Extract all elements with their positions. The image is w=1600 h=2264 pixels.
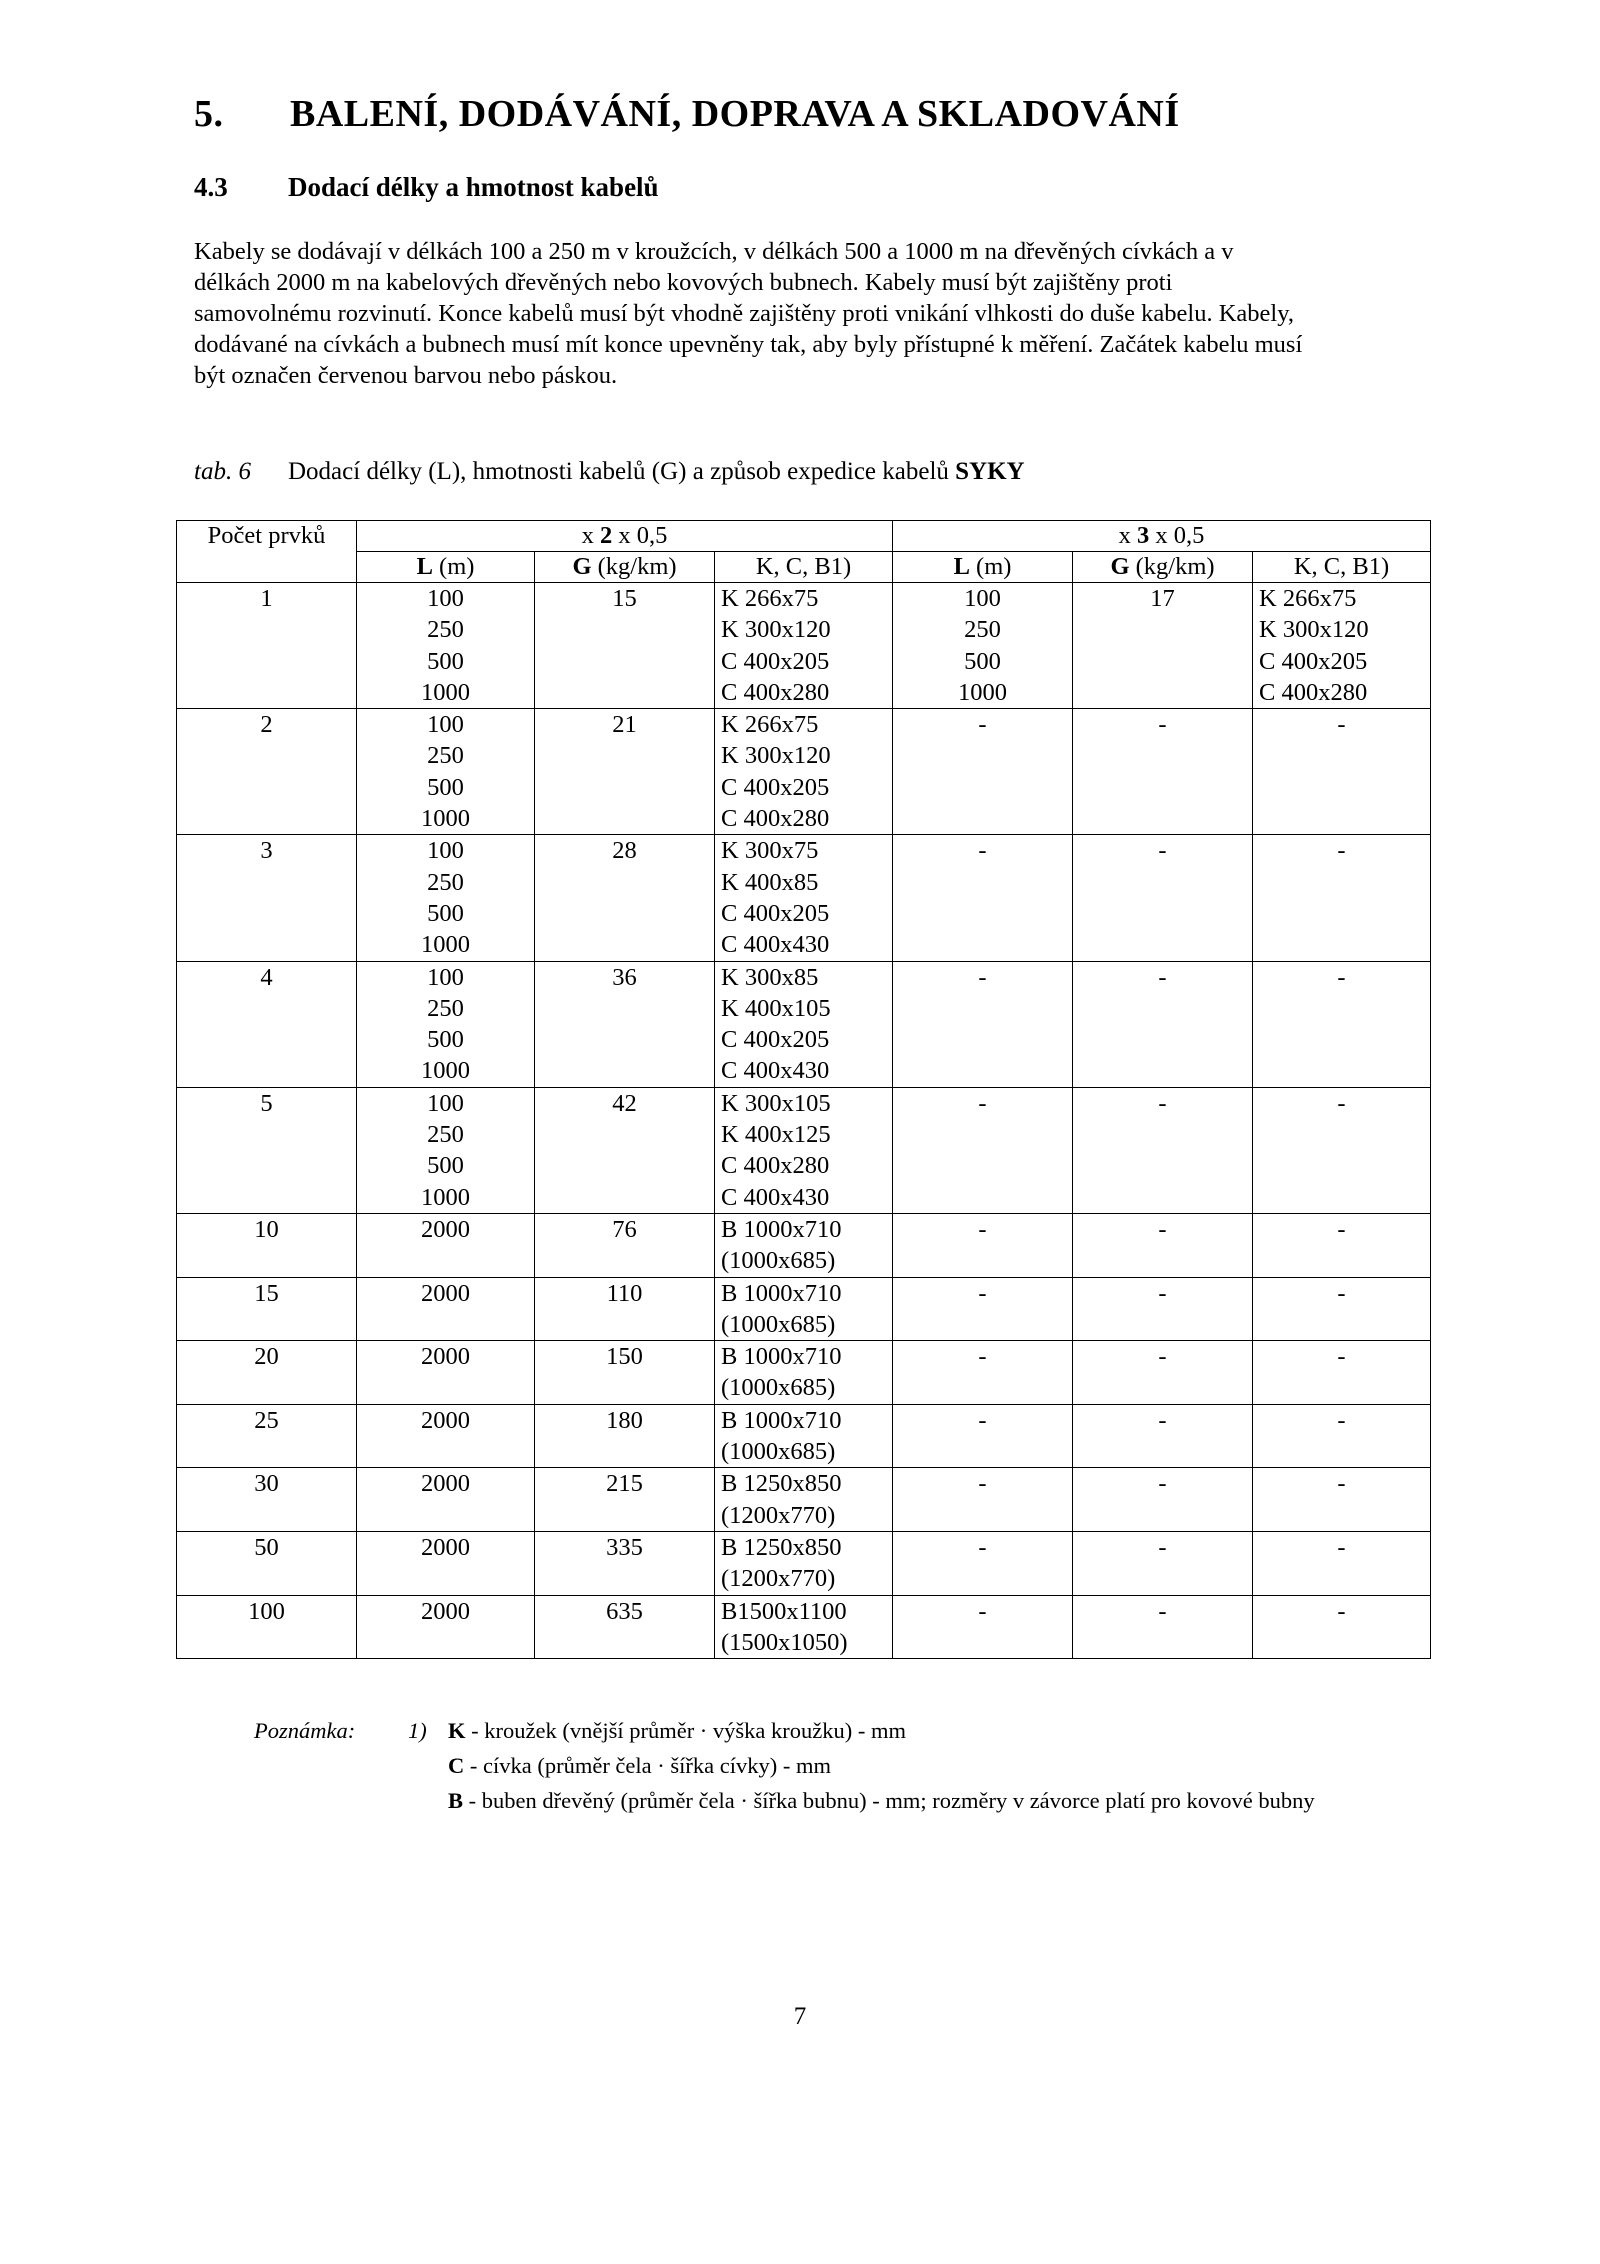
cell-length-line: 500 — [427, 1152, 464, 1180]
cell-length-line: 1000 — [421, 805, 470, 833]
cell-packaging-line: C 400x280 — [721, 805, 830, 833]
cell-length — [357, 1595, 535, 1659]
cell-packaging-line: K 300x85 — [721, 963, 819, 991]
cell-weight: 15 — [535, 583, 715, 709]
cell-packaging-3 — [1253, 1468, 1431, 1532]
cell-packaging-3 — [1253, 1531, 1431, 1595]
cell-length-3 — [893, 709, 1073, 835]
cell-length-3-line: 250 — [964, 616, 1001, 644]
cell-packaging-3-line: - — [1337, 1597, 1346, 1625]
cell-weight: 28 — [535, 835, 715, 961]
paragraph-line: délkách 2000 m na kabelových dřevěných nebo kovových bubnech. Kabely musí být zajištěny proti — [194, 269, 1173, 296]
cell-weight: 21 — [535, 709, 715, 835]
cell-packaging-line: C 400x205 — [721, 899, 830, 927]
cell-length-line: 250 — [427, 1121, 464, 1149]
cell-packaging-3-line: - — [1337, 711, 1346, 739]
cell-packaging-line: K 400x105 — [721, 994, 831, 1022]
cell-length-line: 2000 — [421, 1470, 470, 1498]
table-row — [177, 835, 1431, 961]
cell-length-3-line: - — [978, 711, 987, 739]
cell-weight-3: - — [1073, 1213, 1253, 1277]
cell-length-3-line: 1000 — [958, 678, 1007, 706]
table-row — [177, 709, 1431, 835]
cell-packaging-line: (1200x770) — [721, 1565, 836, 1593]
cell-packaging — [715, 709, 893, 835]
header-count: Počet prvků — [177, 521, 357, 583]
cell-packaging-line: (1000x685) — [721, 1374, 836, 1402]
cell-packaging-3 — [1253, 709, 1431, 835]
note-line-k: K - kroužek (vnější průměr · výška kroužku) - mm — [448, 1718, 907, 1743]
cell-count: 30 — [177, 1468, 357, 1532]
cell-length-3 — [893, 1341, 1073, 1405]
cell-packaging-line: C 400x430 — [721, 931, 830, 959]
cell-packaging-3 — [1253, 583, 1431, 709]
cell-packaging-3 — [1253, 961, 1431, 1087]
cell-length-line: 100 — [427, 1089, 464, 1117]
cell-length-line: 2000 — [421, 1279, 470, 1307]
table-row — [177, 1468, 1431, 1532]
cell-length-line: 500 — [427, 1026, 464, 1054]
cell-packaging-3 — [1253, 1087, 1431, 1213]
cell-packaging-line: (1500x1050) — [721, 1628, 848, 1656]
cell-packaging-line: B 1000x710 — [721, 1343, 842, 1371]
note-lines — [448, 1713, 1315, 1818]
cell-packaging-line: K 266x75 — [721, 585, 819, 612]
cell-length-3-line: - — [978, 1533, 987, 1561]
note-footnote: 1) — [408, 1718, 427, 1743]
cell-packaging — [715, 1213, 893, 1277]
cell-length-3-line: 100 — [964, 585, 1001, 612]
cell-count: 25 — [177, 1404, 357, 1468]
header-group-3: x 3 x 0,5 — [893, 521, 1431, 552]
cell-count: 50 — [177, 1531, 357, 1595]
cell-count: 15 — [177, 1277, 357, 1341]
cell-weight-3: - — [1073, 835, 1253, 961]
header-row-2 — [177, 552, 1431, 583]
cell-length-3 — [893, 1531, 1073, 1595]
cell-count: 100 — [177, 1595, 357, 1659]
cell-length-3 — [893, 1213, 1073, 1277]
cell-packaging-3 — [1253, 1595, 1431, 1659]
cell-count: 10 — [177, 1213, 357, 1277]
cell-packaging-line: B 1000x710 — [721, 1279, 842, 1307]
cell-packaging — [715, 1087, 893, 1213]
cell-length-line: 100 — [427, 585, 464, 612]
subsection-title: Dodací délky a hmotnost kabelů — [288, 172, 659, 202]
cell-length-3-line: - — [978, 1406, 987, 1434]
cell-length-3 — [893, 1595, 1073, 1659]
cell-length-3-line: - — [978, 1279, 987, 1307]
cell-length — [357, 1341, 535, 1405]
cell-length-line: 100 — [427, 963, 464, 991]
cell-length — [357, 961, 535, 1087]
cell-packaging-line: C 400x430 — [721, 1183, 830, 1211]
body-paragraph — [194, 236, 1434, 391]
cell-length-3 — [893, 835, 1073, 961]
cell-length — [357, 583, 535, 709]
cell-packaging-line: K 400x85 — [721, 868, 819, 896]
cell-length — [357, 835, 535, 961]
table-row — [177, 961, 1431, 1087]
cell-length-3 — [893, 1277, 1073, 1341]
cell-length-line: 250 — [427, 616, 464, 644]
cell-packaging — [715, 1277, 893, 1341]
cell-packaging-3-line: - — [1337, 1406, 1346, 1434]
caption-text: Dodací délky (L), hmotnosti kabelů (G) a způsob expedice kabelů — [288, 458, 956, 485]
cell-length-line: 1000 — [421, 1057, 470, 1085]
subheader-l-3: L (m) — [893, 552, 1073, 583]
cell-count: 3 — [177, 835, 357, 961]
cell-packaging — [715, 583, 893, 709]
cell-packaging — [715, 1531, 893, 1595]
cell-packaging-3 — [1253, 1213, 1431, 1277]
cell-length-line: 2000 — [421, 1343, 470, 1371]
cell-packaging-line: C 400x280 — [721, 1152, 830, 1180]
cell-packaging-line: C 400x205 — [721, 647, 830, 675]
cell-length-3 — [893, 583, 1073, 709]
cell-packaging-line: (1000x685) — [721, 1310, 836, 1338]
cell-weight: 335 — [535, 1531, 715, 1595]
cell-count: 4 — [177, 961, 357, 1087]
cell-length-line: 2000 — [421, 1406, 470, 1434]
cell-packaging-line: B 1000x710 — [721, 1215, 842, 1243]
cell-packaging-line: K 300x120 — [721, 616, 831, 644]
cell-weight: 42 — [535, 1087, 715, 1213]
cell-packaging-line: C 400x280 — [721, 678, 830, 706]
header-row-1 — [177, 521, 1431, 552]
cell-packaging-3-line: - — [1337, 1533, 1346, 1561]
cell-packaging-3-line: C 400x205 — [1259, 647, 1368, 675]
cell-weight-3: - — [1073, 1531, 1253, 1595]
cell-length-3-line: - — [978, 837, 987, 865]
section-heading — [194, 92, 1180, 136]
cell-length-line: 500 — [427, 899, 464, 927]
cell-length — [357, 1087, 535, 1213]
header-group-2: x 2 x 0,5 — [357, 521, 893, 552]
page-number: 7 — [793, 2003, 807, 2030]
cell-packaging-3-line: K 300x120 — [1259, 616, 1369, 644]
cell-length-line: 100 — [427, 837, 464, 865]
subheader-g-3: G (kg/km) — [1073, 552, 1253, 583]
table-row — [177, 1595, 1431, 1659]
cell-length-3-line: - — [978, 1089, 987, 1117]
paragraph-line: dodávané na cívkách a bubnech musí mít konce upevněny tak, aby byly přístupné k měření. Začátek kabelu musí — [194, 331, 1303, 358]
cell-length-line: 2000 — [421, 1597, 470, 1625]
section-title: BALENÍ, DODÁVÁNÍ, DOPRAVA A SKLADOVÁNÍ — [290, 93, 1180, 135]
cell-packaging — [715, 1341, 893, 1405]
cell-length-line: 2000 — [421, 1533, 470, 1561]
cell-length — [357, 1531, 535, 1595]
paragraph-line: Kabely se dodávají v délkách 100 a 250 m v kroužcích, v délkách 500 a 1000 m na dřevěných cívkách a v — [194, 238, 1234, 265]
cell-packaging-3-line: - — [1337, 1470, 1346, 1498]
cell-packaging-3-line: C 400x280 — [1259, 678, 1368, 706]
cell-weight: 76 — [535, 1213, 715, 1277]
cell-length-3-line: - — [978, 1343, 987, 1371]
table-row — [177, 1087, 1431, 1213]
cell-packaging-3-line: - — [1337, 1279, 1346, 1307]
cell-weight: 110 — [535, 1277, 715, 1341]
cell-packaging — [715, 1468, 893, 1532]
cell-weight-3: - — [1073, 1341, 1253, 1405]
cell-packaging-3 — [1253, 1277, 1431, 1341]
table-row — [177, 1277, 1431, 1341]
paragraph-line: být označen červenou barvou nebo páskou. — [194, 362, 618, 389]
cell-count: 20 — [177, 1341, 357, 1405]
table-row — [177, 1404, 1431, 1468]
cell-packaging-line: K 266x75 — [721, 711, 819, 739]
table-caption — [194, 458, 1025, 486]
cell-packaging-3-line: - — [1337, 1089, 1346, 1117]
cell-length-line: 1000 — [421, 931, 470, 959]
cell-weight-3: - — [1073, 1087, 1253, 1213]
cell-length-3 — [893, 1404, 1073, 1468]
cell-length — [357, 1468, 535, 1532]
cell-weight-3: - — [1073, 1404, 1253, 1468]
cell-packaging-line: (1200x770) — [721, 1501, 836, 1529]
cell-length — [357, 1213, 535, 1277]
cell-packaging — [715, 1595, 893, 1659]
cell-length-line: 250 — [427, 994, 464, 1022]
cell-packaging-3-line: K 266x75 — [1259, 585, 1357, 612]
cell-packaging-line: (1000x685) — [721, 1247, 836, 1275]
caption-bold: SYKY — [955, 458, 1025, 485]
cell-packaging-3-line: - — [1337, 1343, 1346, 1371]
cell-packaging — [715, 1404, 893, 1468]
note-line-b: B - buben dřevěný (průměr čela · šířka bubnu) - mm; rozměry v závorce platí pro kovové bubny — [448, 1788, 1315, 1813]
cell-length-3 — [893, 1468, 1073, 1532]
section-number: 5. — [194, 93, 224, 135]
cell-length-3 — [893, 961, 1073, 1087]
cell-length-3 — [893, 1087, 1073, 1213]
note-label: Poznámka: — [254, 1718, 356, 1743]
cell-count: 5 — [177, 1087, 357, 1213]
subsection-heading — [194, 172, 659, 203]
cell-weight: 635 — [535, 1595, 715, 1659]
cell-packaging-line: C 400x205 — [721, 773, 830, 801]
cell-packaging-3-line: - — [1337, 1215, 1346, 1243]
cell-length-line: 2000 — [421, 1215, 470, 1243]
cell-packaging-line: B 1250x850 — [721, 1470, 842, 1498]
subheader-g: G (kg/km) — [535, 552, 715, 583]
cell-count: 2 — [177, 709, 357, 835]
cell-packaging-line: C 400x430 — [721, 1057, 830, 1085]
delivery-table — [176, 520, 1431, 1659]
cell-length — [357, 1404, 535, 1468]
table-row — [177, 1531, 1431, 1595]
cell-packaging-line: B 1250x850 — [721, 1533, 842, 1561]
cell-packaging-line: (1000x685) — [721, 1438, 836, 1466]
cell-packaging-3 — [1253, 835, 1431, 961]
cell-weight-3: - — [1073, 1468, 1253, 1532]
cell-weight-3: 17 — [1073, 583, 1253, 709]
cell-length-line: 500 — [427, 647, 464, 675]
cell-length-3-line: - — [978, 1597, 987, 1625]
cell-length-line: 100 — [427, 711, 464, 739]
cell-packaging-line: B 1000x710 — [721, 1406, 842, 1434]
cell-weight-3: - — [1073, 1595, 1253, 1659]
cell-packaging-3-line: - — [1337, 837, 1346, 865]
cell-packaging-3 — [1253, 1404, 1431, 1468]
cell-length-line: 250 — [427, 742, 464, 770]
cell-length-3-line: 500 — [964, 647, 1001, 675]
table-label: tab. 6 — [194, 458, 251, 485]
cell-length-3-line: - — [978, 963, 987, 991]
cell-length-line: 1000 — [421, 1183, 470, 1211]
table-row — [177, 583, 1431, 709]
cell-weight-3: - — [1073, 1277, 1253, 1341]
subheader-l: L (m) — [357, 552, 535, 583]
cell-length — [357, 1277, 535, 1341]
cell-packaging-line: K 300x75 — [721, 837, 819, 865]
subheader-kcb: K, C, B1) — [715, 552, 893, 583]
cell-packaging-3-line: - — [1337, 963, 1346, 991]
cell-length-line: 500 — [427, 773, 464, 801]
cell-count: 1 — [177, 583, 357, 709]
cell-packaging-line: K 400x125 — [721, 1121, 831, 1149]
cell-length — [357, 709, 535, 835]
cell-packaging-line: K 300x105 — [721, 1089, 831, 1117]
cell-packaging-line: K 300x120 — [721, 742, 831, 770]
note-line-c: C - cívka (průměr čela · šířka cívky) - mm — [448, 1753, 831, 1778]
cell-packaging — [715, 835, 893, 961]
paragraph-line: samovolnému rozvinutí. Konce kabelů musí být vhodně zajištěny proti vnikání vlhkosti do duše kabelu. Kabely, — [194, 300, 1295, 327]
cell-weight: 215 — [535, 1468, 715, 1532]
cell-packaging-line: C 400x205 — [721, 1026, 830, 1054]
cell-weight: 150 — [535, 1341, 715, 1405]
cell-weight: 36 — [535, 961, 715, 1087]
cell-weight-3: - — [1073, 709, 1253, 835]
subheader-kcb-3: K, C, B1) — [1253, 552, 1431, 583]
cell-weight: 180 — [535, 1404, 715, 1468]
cell-length-line: 1000 — [421, 678, 470, 706]
cell-length-3-line: - — [978, 1470, 987, 1498]
table-row — [177, 1341, 1431, 1405]
cell-length-line: 250 — [427, 868, 464, 896]
cell-length-3-line: - — [978, 1215, 987, 1243]
cell-packaging-line: B1500x1100 — [721, 1597, 847, 1625]
cell-packaging — [715, 961, 893, 1087]
table-row — [177, 1213, 1431, 1277]
cell-weight-3: - — [1073, 961, 1253, 1087]
cell-packaging-3 — [1253, 1341, 1431, 1405]
subsection-number: 4.3 — [194, 172, 228, 202]
